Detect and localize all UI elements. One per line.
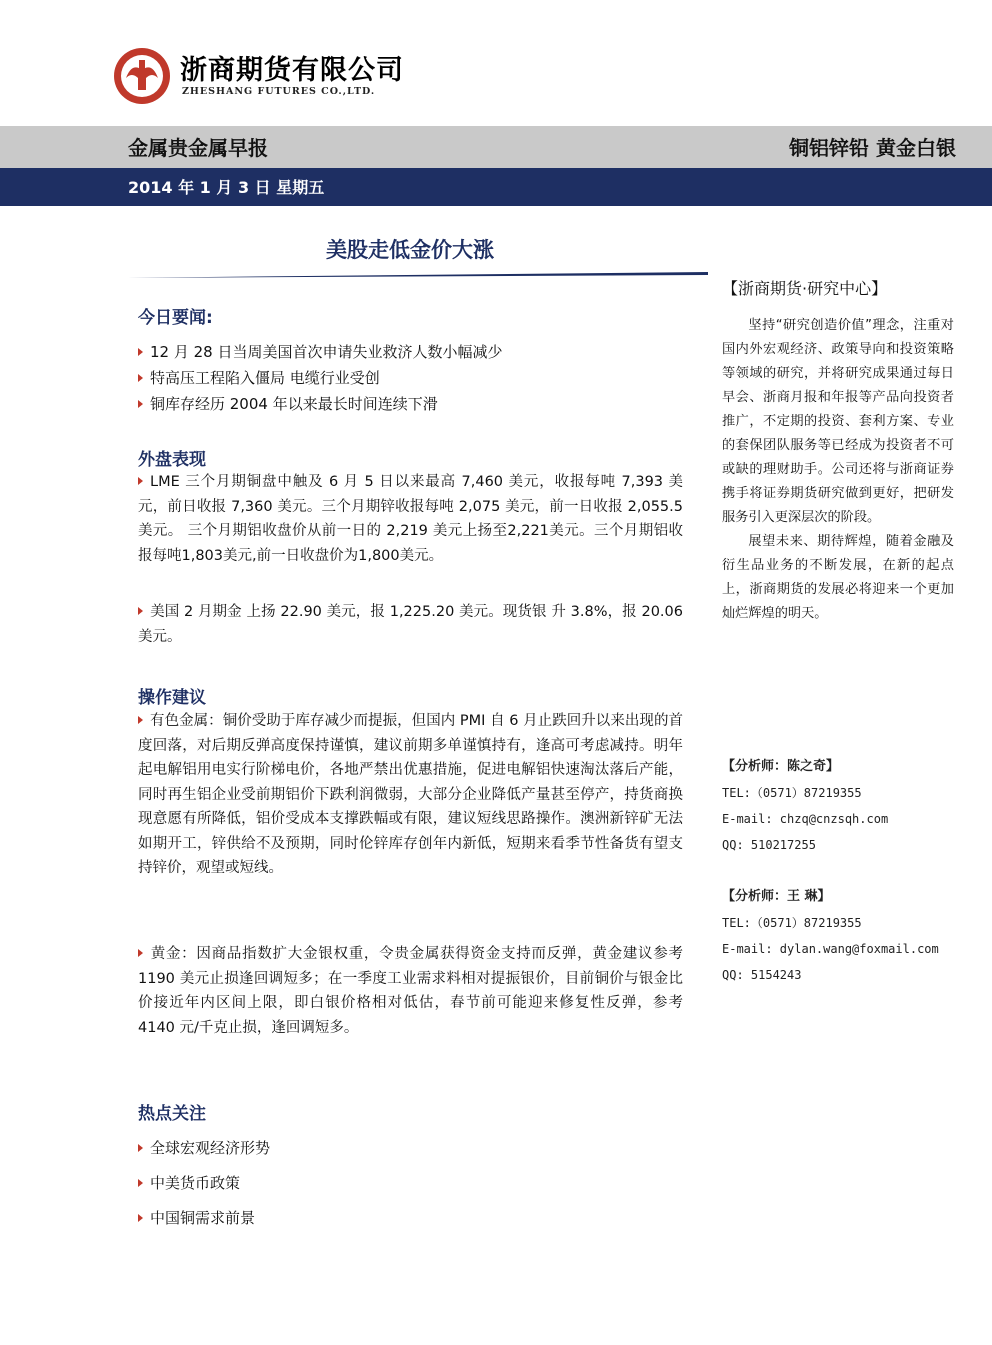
analyst-email[interactable]: E-mail: chzq@cnzsqh.com [722, 812, 889, 826]
bullet-icon [138, 716, 143, 724]
title-underline [110, 272, 708, 278]
advice-paragraph-base-metals: 有色金属：铜价受助于库存减少而提振，但国内 PMI 自 6 月止跌回升以来出现的首度回落，对后期反弹高度保持谨慎，建议前期多单谨慎持有，逢高可考虑减持。明年起电解铝用电实行阶梯电价，各地严禁出优惠措施，促进电解铝快速淘汰落后产能，同时再生铝企业受前期铝价下跌利润微弱，大部分企业降低产量甚至停产，持货商换现意愿有所降低，铝价受成本支撑跌幅或有限，建议短线思路操作。澳洲新锌矿无法如期开工，锌供给不及预期，同时伦锌库存创年内新低，短期来看季节性备货有望支持锌价，观望或短线。 [138, 713, 683, 876]
page-title: 美股走低金价大涨 [326, 238, 494, 262]
bullet-icon [138, 949, 143, 957]
advice-heading: 操作建议 [138, 688, 206, 708]
report-name: 金属贵金属早报 [128, 136, 268, 160]
report-type-bar [0, 126, 992, 168]
advice-paragraph-gold: 黄金：因商品指数扩大金银权重，令贵金属获得资金支持而反弹，黄金建议参考 1190 美元止损逢回调短多；在一季度工业需求料相对提振银价，目前铜价与银金比价接近年内区间上限，即白银价格相对低估，春节前可能迎来修复性反弹，参考 4140 元/千克止损，逢回调短多。 [138, 946, 683, 1036]
hot-item: 全球宏观经济形势 [138, 1136, 270, 1161]
news-item: 12 月 28 日当周美国首次申请失业救济人数小幅减少 [138, 340, 502, 365]
analyst-qq: QQ: 5154243 [722, 968, 802, 982]
hot-item: 中美货币政策 [138, 1171, 240, 1196]
company-logo [112, 46, 172, 106]
sidebar-paragraph: 展望未来、期待辉煌，随着金融及衍生品业务的不断发展，在新的起点上，浙商期货的发展必将迎来一个更加灿烂辉煌的明天。 [722, 534, 954, 621]
company-name-cn: 浙商期货有限公司 [180, 55, 404, 86]
market-paragraph-lme: LME 三个月期铜盘中触及 6 月 5 日以来最高 7,460 美元，收报每吨 7,393 美元，前日收报 7,360 美元。三个月期锌收报每吨 2,075 美元，前一日收报 2,055.5 美元。 三个月期铝收盘价从前一日的 2,219 美元上扬至2,221美元。三个月期铝收报每吨1,803美元,前一日收盘价为1,800美元。 [138, 474, 683, 564]
analyst-card [722, 754, 888, 858]
analyst-tel: TEL:（0571）87219355 [722, 916, 862, 930]
company-name-en: ZHESHANG FUTURES CO.,LTD. [182, 86, 376, 97]
bullet-icon [138, 1179, 143, 1187]
bullet-icon [138, 348, 143, 356]
bullet-icon [138, 374, 143, 382]
analyst-card [722, 884, 939, 988]
report-date: 2014 年 1 月 3 日 星期五 [128, 178, 325, 197]
bullet-icon [138, 400, 143, 408]
analyst-name: 【分析师：陈之奇】 [722, 759, 840, 774]
analyst-name: 【分析师：王 琳】 [722, 889, 831, 904]
analyst-qq: QQ: 510217255 [722, 838, 816, 852]
sidebar-heading: 【浙商期货·研究中心】 [722, 279, 888, 298]
sidebar-intro [722, 314, 954, 626]
hot-heading: 热点关注 [138, 1104, 206, 1124]
market-paragraph-gold: 美国 2 月期金 上扬 22.90 美元，报 1,225.20 美元。现货银 升 3.8%，报 20.06 美元。 [138, 604, 683, 645]
news-item: 特高压工程陷入僵局 电缆行业受创 [138, 366, 380, 391]
report-categories: 铜铝锌铅 黄金白银 [789, 136, 956, 160]
bullet-icon [138, 477, 143, 485]
market-heading: 外盘表现 [138, 450, 206, 470]
hot-item: 中国铜需求前景 [138, 1206, 255, 1231]
sidebar-paragraph: 坚持“研究创造价值”理念，注重对国内外宏观经济、政策导向和投资策略等领域的研究，并将研究成果通过每日早会、浙商月报和年报等产品向投资者推广，不定期的投资、套利方案、专业的套保团队服务等已经成为投资者不可或缺的理财助手。公司还将与浙商证券携手将证券期货研究做到更好，把研发服务引入更深层次的阶段。 [722, 318, 954, 525]
bullet-icon [138, 607, 143, 615]
bullet-icon [138, 1144, 143, 1152]
news-heading: 今日要闻: [138, 308, 213, 328]
bullet-icon [138, 1214, 143, 1222]
analyst-email[interactable]: E-mail: dylan.wang@foxmail.com [722, 942, 939, 956]
news-item: 铜库存经历 2004 年以来最长时间连续下滑 [138, 392, 438, 417]
date-bar [0, 168, 992, 206]
analyst-tel: TEL:（0571）87219355 [722, 786, 862, 800]
